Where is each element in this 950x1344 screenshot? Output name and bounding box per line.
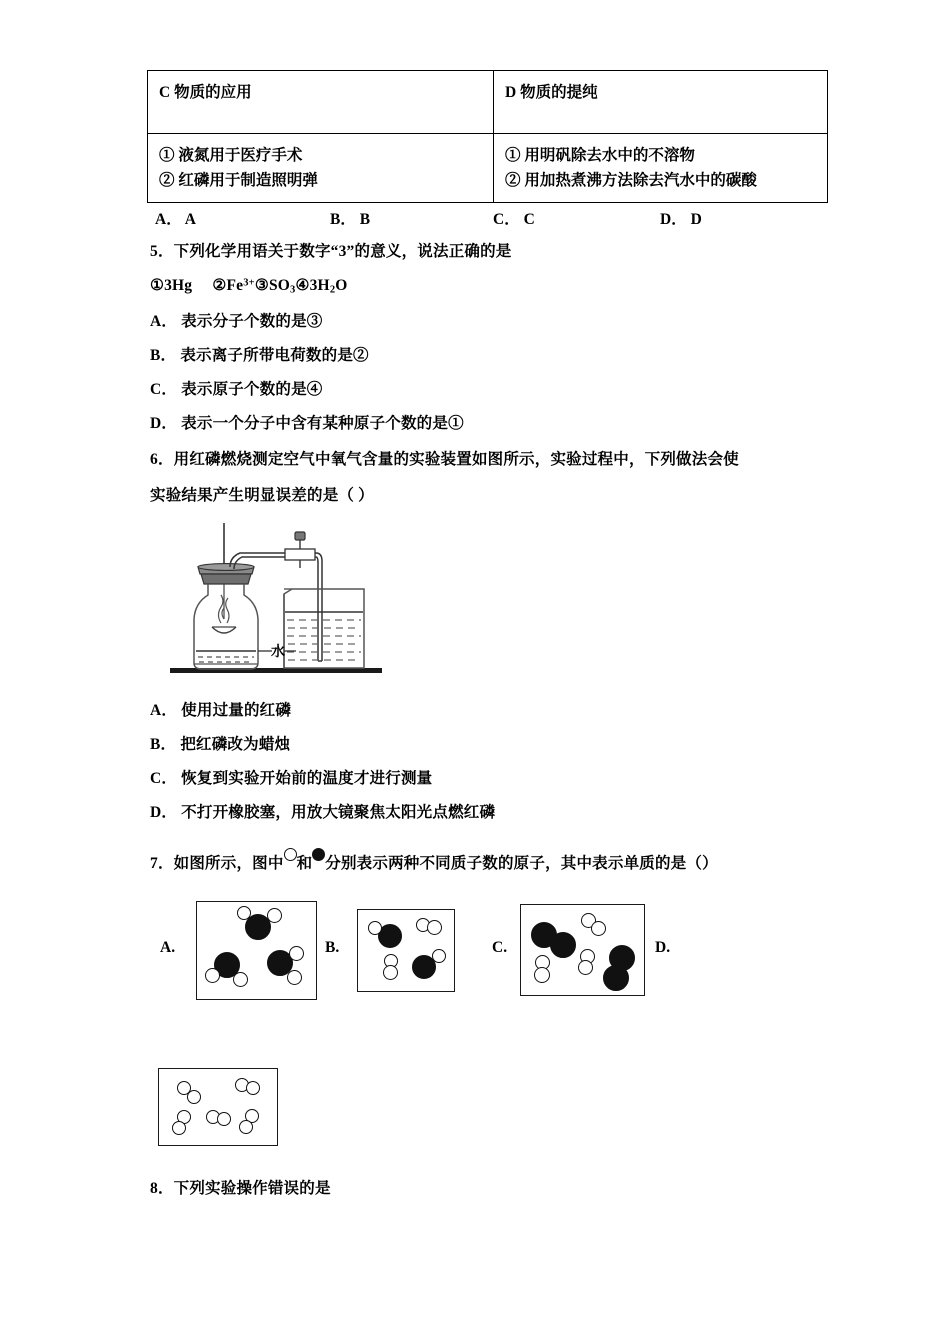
q6-option-b[interactable]: B． 把红磷改为蜡烛: [150, 736, 291, 753]
table-cell-c-item-2: ② 红磷用于制造照明弹: [159, 172, 318, 190]
tube-into-beaker: [316, 553, 322, 661]
q6-stem-line-2: 实验结果产生明显误差的是（ ）: [150, 487, 374, 504]
table-cell-d-item-1: ① 用明矾除去水中的不溶物: [505, 147, 695, 164]
q7-stem-prefix: 7．如图所示，图中: [150, 854, 284, 872]
q7-option-a-box[interactable]: [196, 901, 317, 1000]
q5-formula-item-3: $③SO_3$: [254, 277, 296, 296]
atom-black: [550, 932, 576, 958]
q7-stem-mid: 和: [296, 854, 313, 872]
atom-black: [603, 965, 629, 991]
q7-choice-a-label[interactable]: A.: [160, 939, 176, 956]
q7-option-c-box[interactable]: [520, 904, 645, 996]
atom-white: [233, 972, 248, 987]
atom-white: [591, 921, 606, 936]
atom-white: [205, 968, 220, 983]
q5-stem: 5．下列化学用语关于数字“3”的意义，说法正确的是: [150, 243, 512, 260]
q7-choice-d-label[interactable]: D.: [655, 939, 671, 956]
table-cell-c-item-1: ① 液氮用于医疗手术: [159, 147, 303, 164]
combustion-spoon-icon: [212, 627, 236, 633]
water-label: 水: [271, 645, 285, 660]
q7-choice-c-label[interactable]: C.: [492, 939, 508, 956]
flask-water-hatch: [198, 657, 254, 662]
q6-option-d[interactable]: D． 不打开橡胶塞，用放大镜聚焦太阳光点燃红磷: [150, 804, 496, 821]
table-cell-c-items: [148, 134, 494, 203]
q6-option-a[interactable]: A． 使用过量的红磷: [150, 702, 292, 719]
atom-white: [534, 967, 550, 983]
comparison-table: [147, 70, 828, 203]
q4-choice-a[interactable]: A． A: [155, 211, 196, 228]
atom-white: [368, 921, 382, 935]
q5-formula-item-4: $④3H_2O$: [295, 277, 348, 296]
q8-stem: 8．下列实验操作错误的是: [150, 1180, 331, 1197]
clamp-knob-icon: [295, 532, 305, 540]
table-header-cell-d: D 物质的提纯: [494, 71, 828, 134]
white-atom-icon: [284, 848, 297, 861]
beaker-water-hatch: [287, 620, 361, 660]
q5-option-c[interactable]: C． 表示原子个数的是④: [150, 381, 323, 398]
table-header-row: [148, 71, 828, 134]
q5-formula-item-1: ①3Hg: [150, 277, 193, 294]
q4-choice-row: [0, 207, 950, 229]
atom-white: [383, 965, 398, 980]
atom-white: [427, 920, 442, 935]
table-header-cell-c: C 物质的应用: [148, 71, 494, 134]
q5-formula-line: [150, 278, 348, 296]
atom-white: [239, 1120, 253, 1134]
q5-formula-item-2: $②Fe^{3+}$: [212, 277, 255, 294]
table-cell-d-items: [494, 134, 828, 203]
q6-option-c[interactable]: C． 恢复到实验开始前的温度才进行测量: [150, 770, 433, 787]
pinch-clamp-icon: [285, 549, 315, 560]
atom-white: [172, 1121, 186, 1135]
atom-white: [287, 970, 302, 985]
atom-white: [578, 960, 593, 975]
atom-white: [237, 906, 251, 920]
atom-white: [246, 1081, 260, 1095]
q7-stem: [150, 848, 718, 871]
atom-white: [187, 1090, 201, 1104]
q5-option-b[interactable]: B． 表示离子所带电荷数的是②: [150, 347, 369, 364]
q7-diagram-row: [0, 893, 950, 1008]
q5-option-a[interactable]: A． 表示分子个数的是③: [150, 313, 323, 330]
black-atom-icon: [312, 848, 325, 861]
q4-choice-b[interactable]: B． B: [330, 211, 371, 228]
q7-choice-b-label[interactable]: B.: [325, 939, 340, 956]
q4-choice-d[interactable]: D． D: [660, 211, 702, 228]
atom-white: [289, 946, 304, 961]
table-body-row: [148, 134, 828, 203]
air-oxygen-experiment-figure: [168, 523, 388, 683]
atom-white: [217, 1112, 231, 1126]
q4-choice-c[interactable]: C． C: [493, 211, 535, 228]
q7-option-b-box[interactable]: [357, 909, 455, 992]
q6-stem-line-1: 6．用红磷燃烧测定空气中氧气含量的实验装置如图所示，实验过程中，下列做法会使: [150, 451, 739, 468]
q7-option-d-box[interactable]: [158, 1068, 278, 1146]
atom-white: [267, 908, 282, 923]
q7-stem-suffix: 分别表示两种不同质子数的原子，其中表示单质的是（）: [325, 854, 718, 872]
atom-white: [432, 949, 446, 963]
table-cell-d-item-2: ② 用加热煮沸方法除去汽水中的碳酸: [505, 172, 757, 190]
q5-option-d[interactable]: D． 表示一个分子中含有某种原子个数的是①: [150, 415, 464, 432]
